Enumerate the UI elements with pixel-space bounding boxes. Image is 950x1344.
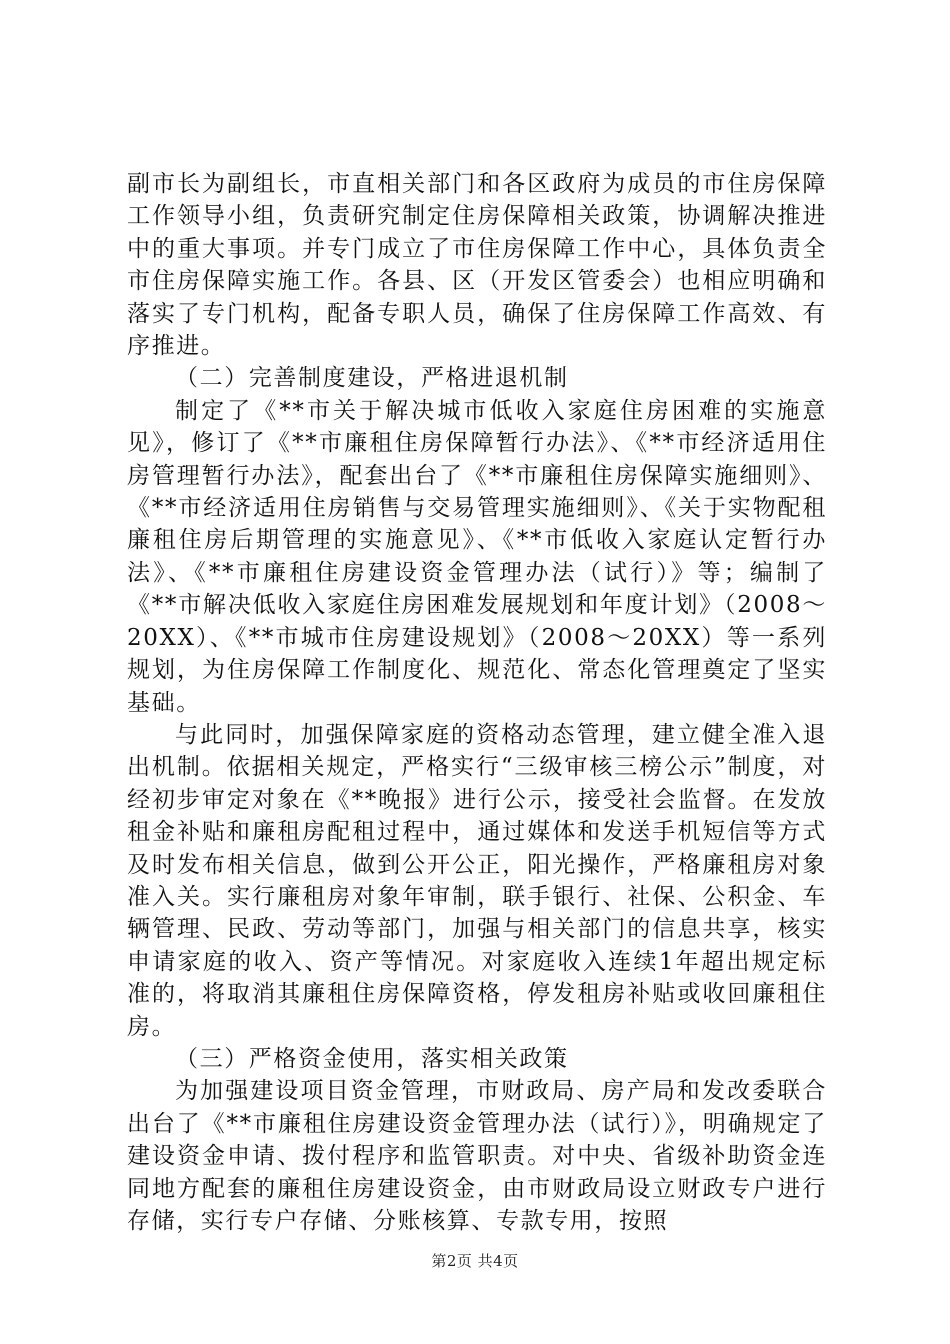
paragraph-continuation: 副市长为副组长，市直相关部门和各区政府为成员的市住房保障工作领导小组，负责研究制定住房保障相关政策，协调解决推进中的重大事项。并专门成立了市住房保障工作中心，具体负责全市住房保障实施工作。各县、区（开发区管委会）也相应明确和落实了专门机构，配备专职人员，确保了住房保障工作高效、有序推进。 [127,171,827,360]
section-heading-3: （三）严格资金使用，落实相关政策 [175,1045,569,1072]
paragraph-regulations: 制定了《**市关于解决城市低收入家庭住房困难的实施意见》，修订了《**市廉租住房保障暂行办法》、《**市经济适用住房管理暂行办法》，配套出台了《**市廉租住房保障实施细则》、《**市经济适用住房销售与交易管理实施细则》、《关于实物配租廉租住房后期管理的实施意见》、《**市低收入家庭认定暂行办法》、《**市廉租住房建设资金管理办法（试行）》等；编制了《**市解决低收入家庭住房困难发展规划和年度计划》（2008～20XX）、《**市城市住房建设规划》（2008～20XX）等一系列规划，为住房保障工作制度化、规范化、常态化管理奠定了坚实基础。 [127,397,827,716]
page-footer: 第2页 共4页 [431,1252,519,1270]
section-heading-2: （二）完善制度建设，严格进退机制 [175,365,569,392]
paragraph-fund-management: 为加强建设项目资金管理，市财政局、房产局和发改委联合出台了《**市廉租住房建设资金管理办法（试行）》，明确规定了建设资金申请、拨付程序和监管职责。对中央、省级补助资金连同地方配套的廉租住房建设资金，由市财政局设立财政专户进行存储，实行专户存储、分账核算、专款专用，按照 [127,1078,827,1234]
paragraph-qualification-management: 与此同时，加强保障家庭的资格动态管理，建立健全准入退出机制。依据相关规定，严格实行“三级审核三榜公示”制度，对经初步审定对象在《**晚报》进行公示，接受社会监督。在发放租金补贴和廉租房配租过程中，通过媒体和发送手机短信等方式及时发布相关信息，做到公开公正，阳光操作，严格廉租房对象准入关。实行廉租房对象年审制，联手银行、社保、公积金、车辆管理、民政、劳动等部门，加强与相关部门的信息共享，核实申请家庭的收入、资产等情况。对家庭收入连续1年超出规定标准的，将取消其廉租住房保障资格，停发租房补贴或收回廉租住房。 [127,721,827,1040]
document-body [127,168,827,1237]
